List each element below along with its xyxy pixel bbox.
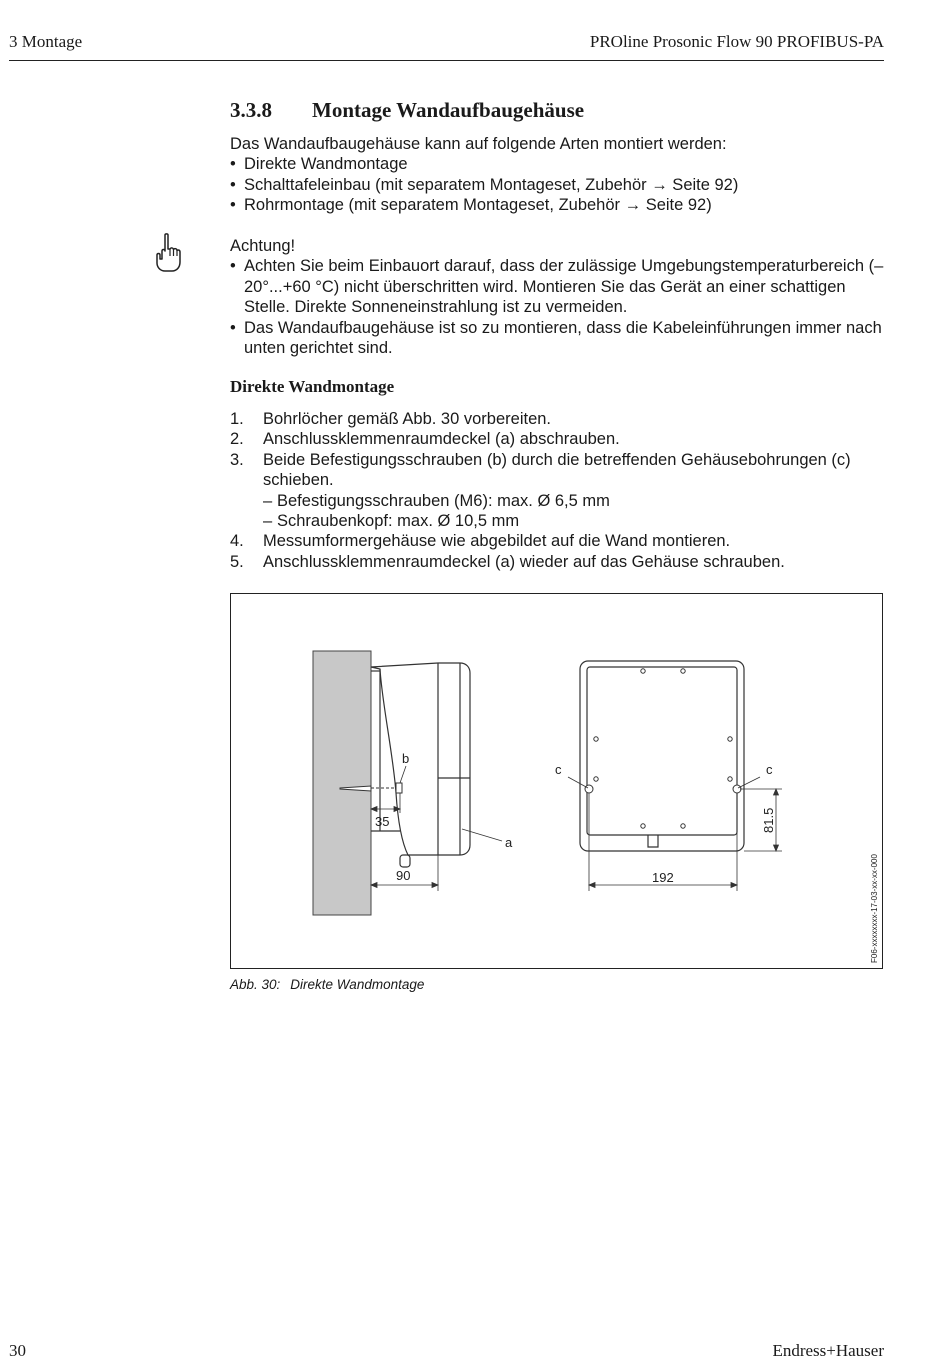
label-c-right: c — [766, 762, 773, 777]
step-number: 3. — [230, 450, 244, 469]
step-item — [230, 409, 890, 429]
running-header-chapter: 3 Montage — [9, 32, 83, 51]
figure-caption — [230, 977, 424, 992]
housing-side-view — [371, 663, 470, 867]
pointing-hand-icon — [152, 232, 182, 274]
step-sub-item: – Schraubenkopf: max. Ø 10,5 mm — [263, 511, 890, 531]
caption-text: Direkte Wandmontage — [290, 977, 425, 992]
dim-label-192: 192 — [652, 870, 674, 885]
step-number: 4. — [230, 532, 244, 551]
brand-logo-text: Endress+Hauser — [772, 1341, 884, 1360]
warning-block — [230, 236, 890, 358]
label-b: b — [402, 751, 410, 766]
dim-label-90: 90 — [396, 868, 411, 883]
wall-mount-drawing — [230, 593, 883, 969]
intro-bullet: • Rohrmontage (mit separatem Montageset, Zubehör → Seite 92) — [230, 195, 890, 215]
step-text: Anschlussklemmenraumdeckel (a) wieder auf das Gehäuse schrauben. — [263, 552, 785, 571]
step-number: 2. — [230, 430, 244, 449]
step-text: Anschlussklemmenraumdeckel (a) abschrauben. — [263, 430, 620, 449]
running-header-product: PROline Prosonic Flow 90 PROFIBUS-PA — [589, 32, 884, 51]
housing-front-view — [580, 661, 744, 851]
figure-code: F06-xxxxxxxx-17-03-xx-xx-000 — [870, 854, 879, 963]
step-item — [230, 552, 890, 572]
step-number: 1. — [230, 410, 244, 428]
intro-bullet: • Schalttafeleinbau (mit separatem Montageset, Zubehör → Seite 92) — [230, 175, 890, 195]
warning-bullet: • Achten Sie beim Einbauort darauf, dass der zulässige Umgebungstemperaturbereich (–20°...+60 °C) nicht überschritten wird. Montieren Sie das Gerät an einer schattigen Stelle. Direkte Sonneneinstrahlung ist zu vermeiden. — [230, 256, 890, 317]
step-sub-item: – Befestigungsschrauben (M6): max. Ø 6,5 mm — [263, 491, 890, 511]
dim-label-81-5: 81.5 — [761, 807, 776, 833]
step-text: Messumformergehäuse wie abgebildet auf die Wand montieren. — [263, 532, 731, 551]
step-item — [230, 531, 890, 551]
step-item — [230, 429, 890, 449]
wall-section — [313, 651, 371, 915]
step-number: 5. — [230, 552, 244, 571]
intro-bullet: • Direkte Wandmontage — [230, 154, 890, 174]
intro-block — [230, 134, 890, 216]
section-number: 3.3.8 — [230, 98, 272, 122]
header-rule — [9, 60, 884, 61]
label-c-left: c — [555, 762, 562, 777]
step-text: Beide Befestigungsschrauben (b) durch die betreffenden Gehäusebohrungen (c) schieben. — [263, 450, 851, 490]
label-a: a — [505, 835, 513, 850]
page-number: 30 — [9, 1341, 26, 1360]
procedure-heading: Direkte Wandmontage — [230, 377, 395, 396]
intro-lead: Das Wandaufbaugehäuse kann auf folgende Arten montiert werden: — [230, 135, 727, 153]
step-text: Bohrlöcher gemäß Abb. 30 vorbereiten. — [263, 410, 552, 428]
warning-bullet: • Das Wandaufbaugehäuse ist so zu montieren, dass die Kabeleinführungen immer nach unten gerichtet sind. — [230, 318, 890, 359]
procedure-steps — [230, 409, 890, 572]
dim-label-35: 35 — [375, 814, 390, 829]
section-title: Montage Wandaufbaugehäuse — [312, 98, 585, 122]
warning-title: Achtung! — [230, 237, 296, 255]
step-item — [230, 450, 890, 532]
caption-number: Abb. 30: — [230, 977, 281, 992]
section-heading — [230, 98, 584, 123]
